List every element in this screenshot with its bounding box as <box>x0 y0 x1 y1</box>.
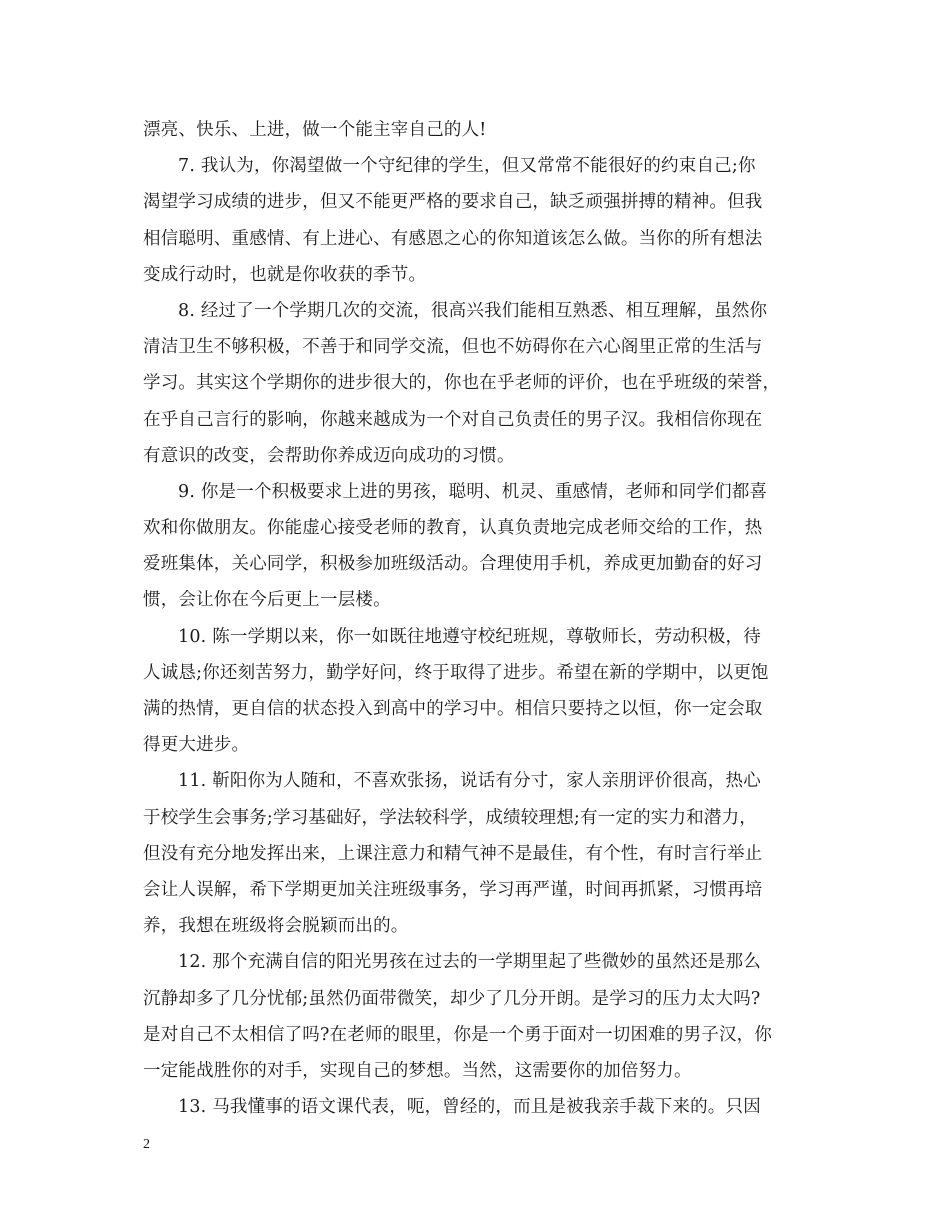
text-line: 变成行动时，也就是你收获的季节。 <box>143 264 427 285</box>
paragraph-item-10 <box>143 619 811 764</box>
text-line: 漂亮、快乐、上进，做一个能主宰自己的人! <box>143 120 487 140</box>
text-line: 有意识的改变，会帮助你养成迈向成功的习惯。 <box>143 445 515 466</box>
text-line: 但没有充分地发挥出来，上课注意力和精气神不是最佳，有个性，有时言行举止 <box>143 843 763 864</box>
paragraph-item-11 <box>143 763 811 944</box>
paragraph-item-9 <box>143 474 811 619</box>
paragraph-item-12 <box>143 944 811 1089</box>
text-line: 8. 经过了一个学期几次的交流，很高兴我们能相互熟悉、相互理解，虽然你 <box>178 300 768 321</box>
text-line: 得更大进步。 <box>143 735 250 756</box>
text-line: 7. 我认为，你渴望做一个守纪律的学生，但又常常不能很好的约束自己;你 <box>178 156 756 177</box>
text-line: 沉静却多了几分忧郁;虽然仍面带微笑，却少了几分开朗。是学习的压力太大吗? <box>143 988 761 1009</box>
text-line: 11. 靳阳你为人随和，不喜欢张扬，说话有分寸，家人亲朋评价很高，热心 <box>178 771 761 792</box>
text-line: 在乎自己言行的影响，你越来越成为一个对自己负责任的男子汉。我相信你现在 <box>143 409 763 430</box>
text-line: 于校学生会事务;学习基础好，学法较科学，成绩较理想;有一定的实力和潜力， <box>143 807 757 828</box>
text-line: 清洁卫生不够积极，不善于和同学交流，但也不妨碍你在六心阁里正常的生活与 <box>143 337 763 358</box>
text-line: 12. 那个充满自信的阳光男孩在过去的一学期里起了些微妙的虽然还是那么 <box>178 952 761 973</box>
text-line: 一定能战胜你的对手，实现自己的梦想。当然，这需要你的加倍努力。 <box>143 1060 692 1081</box>
text-line: 会让人误解，希下学期更加关注班级事务，学习再严谨，时间再抓紧，习惯再培 <box>143 879 763 900</box>
text-line: 惯，会让你在今后更上一层楼。 <box>143 590 391 611</box>
text-line: 9. 你是一个积极要求上进的男孩，聪明、机灵、重感情，老师和同学们都喜 <box>178 481 768 502</box>
text-line: 渴望学习成绩的进步，但又不能更严格的要求自己，缺乏顽强拼搏的精神。但我 <box>143 192 763 213</box>
text-line: 满的热情，更自信的状态投入到高中的学习中。相信只要持之以恒，你一定会取 <box>143 699 763 719</box>
text-line: 爱班集体，关心同学，积极参加班级活动。合理使用手机，养成更加勤奋的好习 <box>143 554 763 575</box>
paragraph-item-13 <box>143 1089 811 1125</box>
text-line: 人诚恳;你还刻苦努力，勤学好问，终于取得了进步。希望在新的学期中，以更饱 <box>143 662 769 683</box>
text-line: 学习。其实这个学期你的进步很大的，你也在乎老师的评价，也在乎班级的荣誉， <box>143 373 781 394</box>
page-number: 2 <box>143 1137 150 1152</box>
text-line: 13. 马我懂事的语文课代表，呃，曾经的，而且是被我亲手裁下来的。只因 <box>178 1097 761 1118</box>
text-line: 欢和你做朋友。你能虚心接受老师的教育，认真负责地完成老师交给的工作，热 <box>143 518 763 539</box>
paragraph-continued <box>143 112 811 148</box>
text-line: 养，我想在班级将会脱颖而出的。 <box>143 916 409 937</box>
paragraph-item-8 <box>143 293 811 474</box>
paragraph-item-7 <box>143 148 811 293</box>
document-body <box>143 112 811 1125</box>
text-line: 相信聪明、重感情、有上进心、有感恩之心的你知道该怎么做。当你的所有想法 <box>143 228 763 249</box>
text-line: 10. 陈一学期以来，你一如既往地遵守校纪班规，尊敬师长，劳动积极，待 <box>178 626 761 647</box>
text-line: 是对自己不太相信了吗?在老师的眼里，你是一个勇于面对一切困难的男子汉，你 <box>143 1024 773 1045</box>
